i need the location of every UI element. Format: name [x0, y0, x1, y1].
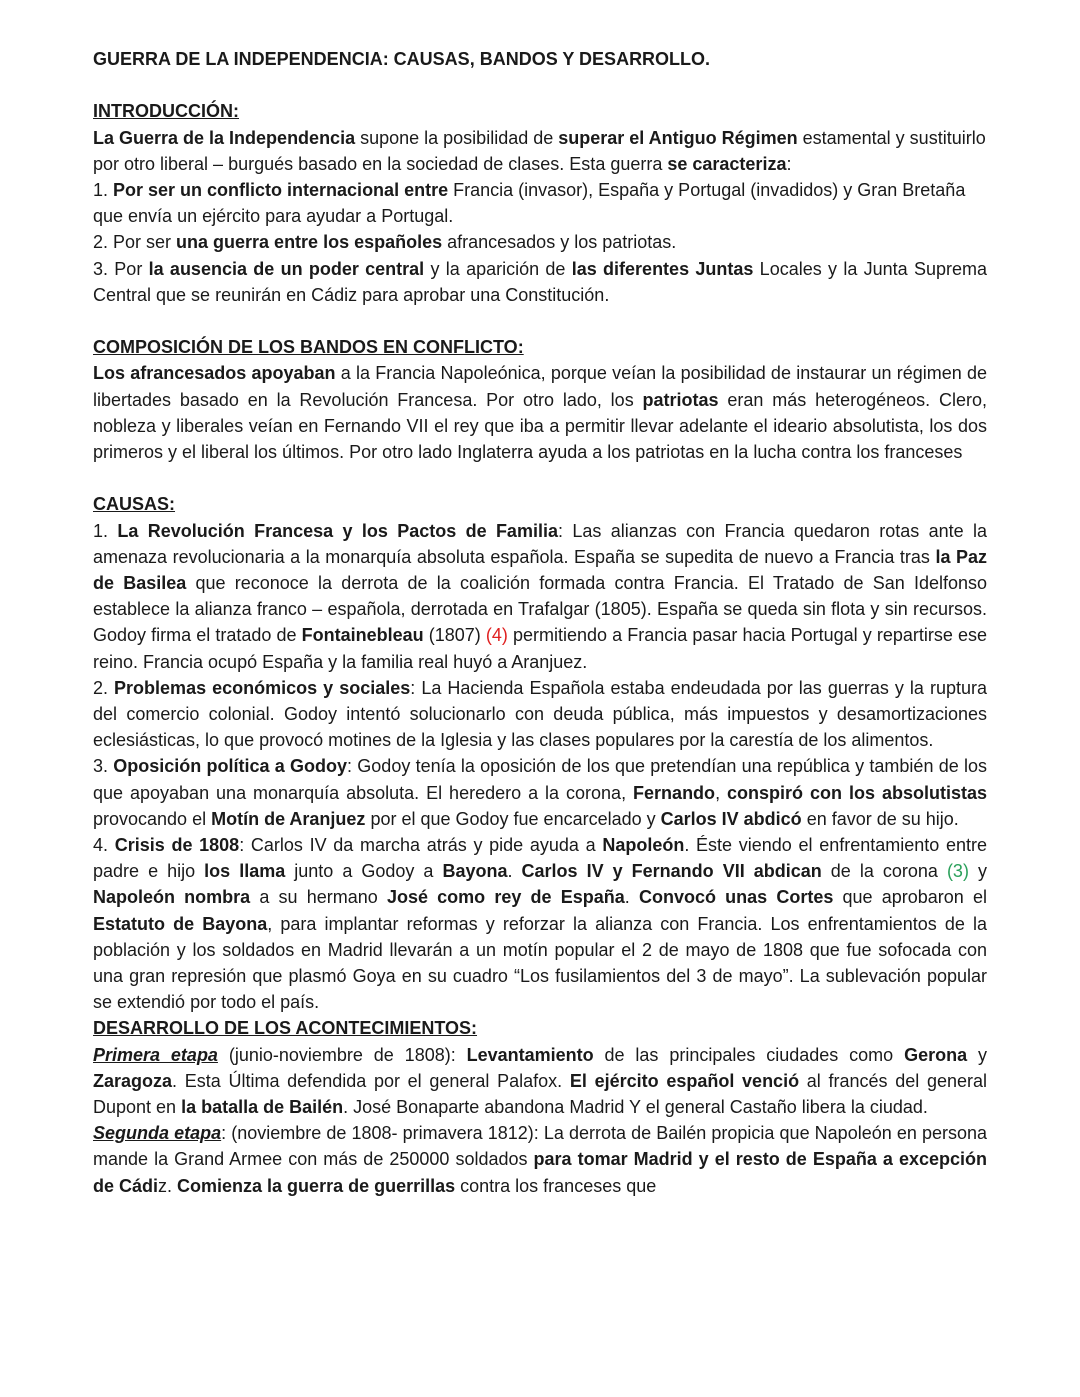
bandos-paragraph: Los afrancesados apoyaban a la Francia Napoleónica, porque veían la posibilidad de instaurar un régimen de libertades basado en la Revolución Francesa. Por otro lado, los patriotas eran más heterogéneos. Clero, nobleza y liberales veían en Fernando VII el rey que iba a permitir llevar adelante el ideario absolutista, los dos primeros y el liberal los últimos. Por otro lado Inglaterra ayuda a los patriotas en la lucha contra los franceses [93, 363, 988, 463]
intro-item-3: 3. Por la ausencia de un poder central y la aparición de las diferentes Juntas Locales y la Junta Suprema Central que se reunirán en Cádiz para aprobar una Constitución. [93, 258, 987, 305]
etapa-1: Primera etapa (junio-noviembre de 1808): Levantamiento de las principales ciudades como Gerona y Zaragoza. Esta Última defendida por el general Palafox. El ejército español venció al francés del general Dupont en la batalla de Bailén. José Bonaparte abandona Madrid Y el general Castaño libera la ciudad. [93, 1044, 987, 1118]
causas-heading: CAUSAS: [93, 494, 176, 515]
causa-2: 2. Problemas económicos y sociales: La Hacienda Española estaba endeudada por las guerras y la ruptura del comercio colonial. Godoy intentó solucionarlo con deuda pública, más impuestos y desamortizaciones eclesiásticas, lo que provocó motines de la Iglesia y las clases populares por la carestía de los alimentos. [93, 677, 987, 751]
intro-item-1: 1. Por ser un conflicto internacional entre Francia (invasor), España y Portugal (invadidos) y Gran Bretaña que envía un ejército para ayudar a Portugal. [93, 180, 966, 227]
intro-item-2: 2. Por ser una guerra entre los españoles afrancesados y los patriotas. [93, 232, 677, 253]
spacer [93, 308, 987, 334]
spacer [93, 465, 987, 491]
desarrollo-heading: DESARROLLO DE LOS ACONTECIMIENTOS: [93, 1018, 478, 1039]
bandos-heading: COMPOSICIÓN DE LOS BANDOS EN CONFLICTO: [93, 337, 524, 358]
document-title: GUERRA DE LA INDEPENDENCIA: CAUSAS, BANDOS Y DESARROLLO. [93, 49, 711, 69]
reference-marker: (4) [485, 625, 508, 646]
causa-3: 3. Oposición política a Godoy: Godoy tenía la oposición de los que pretendían una república y también de los que apoyaban una monarquía absoluta. El heredero a la corona, Fernando, conspiró con los absolutistas provocando el Motín de Aranjuez por el que Godoy fue encarcelado y Carlos IV abdicó en favor de su hijo. [93, 756, 987, 829]
etapa-2: Segunda etapa: (noviembre de 1808- primavera 1812): La derrota de Bailén propicia que Napoleón en persona mande la Grand Armee con más de 250000 soldados para tomar Madrid y el resto de España a excepción de Cádiz. Comienza la guerra de guerrillas contra los franceses que [93, 1123, 988, 1196]
causa-1: 1. La Revolución Francesa y los Pactos de Familia: Las alianzas con Francia quedaron rotas ante la amenaza revolucionaria a la monarquía absoluta española. España se supedita de nuevo a Francia tras la Paz de Basilea que reconoce la derrota de la coalición formada contra Francia. El Tratado de San Idelfonso establece la alianza franco – española, derrotada en Trafalgar (1805). España se queda sin flota y sin recursos. Godoy firma el tratado de Fontainebleau (1807) (4) permitiendo a Francia pasar hacia Portugal y repartirse ese reino. Francia ocupó España y la familia real huyó a Aranjuez. [93, 520, 988, 672]
reference-marker: (3) [946, 861, 969, 882]
intro-paragraph: La Guerra de la Independencia supone la posibilidad de superar el Antiguo Régimen estamental y sustituirlo por otro liberal – burgués basado en la sociedad de clases. Esta guerra se caracteriza: [93, 127, 986, 174]
intro-heading: INTRODUCCIÓN: [93, 101, 239, 122]
spacer [93, 72, 987, 98]
causa-4: 4. Crisis de 1808: Carlos IV da marcha atrás y pide ayuda a Napoleón. Éste viendo el enfrentamiento entre padre e hijo los llama junto a Godoy a Bayona. Carlos IV y Fernando VII abdican de la corona (3) y Napoleón nombra a su hermano José como rey de España. Convocó unas Cortes que aprobaron el Estatuto de Bayona, para implantar reformas y reforzar la alianza con Francia. Los enfrentamientos de la población y los soldados en Madrid llevarán a un motín popular el 2 de mayo de 1808 que fue sofocada con una gran represión que plasmó Goya en su cuadro “Los fusilamientos del 3 de mayo”. La sublevación popular se extendió por todo el país. [93, 835, 987, 1013]
